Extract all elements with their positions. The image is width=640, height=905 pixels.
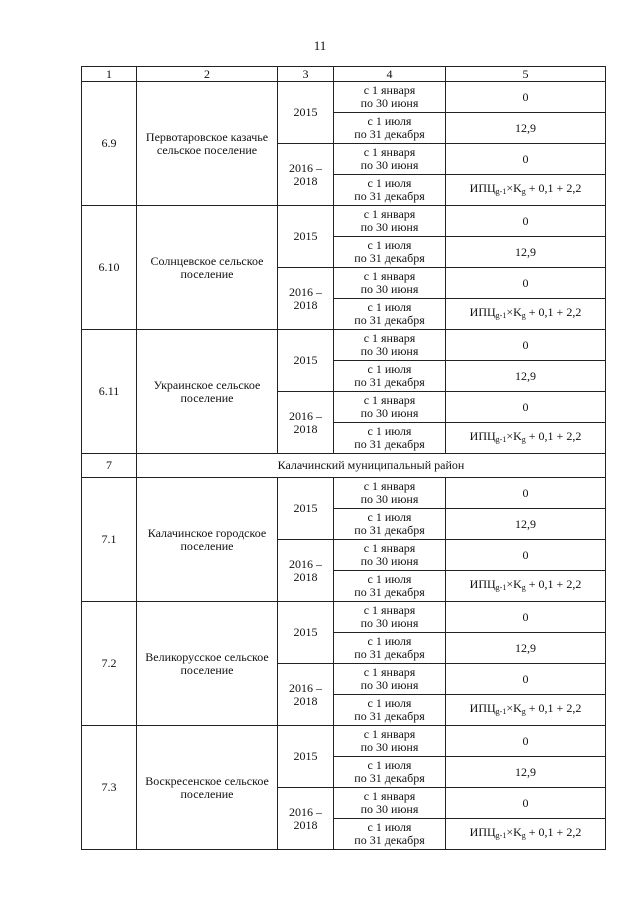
period-line: по 30 июня: [360, 554, 419, 568]
period-line: по 31 декабря: [354, 189, 425, 203]
formula-subscript: g: [521, 707, 526, 716]
formula-subscript: g: [521, 831, 526, 840]
formula-tail: + 0,1 + 2,2: [525, 825, 582, 839]
formula-subscript: g-1: [495, 583, 507, 592]
formula-cell: [446, 423, 606, 454]
value-cell: 12,9: [446, 361, 606, 392]
table-row: [82, 478, 606, 509]
formula-prefix: ИПЦ: [469, 181, 496, 195]
year-cell: [278, 726, 334, 788]
formula-subscript: g: [521, 583, 526, 592]
year-label: 2015: [293, 749, 318, 763]
period-line: с 1 июля: [367, 424, 412, 438]
formula-times: ×K: [506, 181, 522, 195]
value-cell: 0: [446, 788, 606, 819]
formula-cell: [446, 175, 606, 206]
value-cell: 12,9: [446, 509, 606, 540]
period-line: с 1 января: [363, 541, 416, 555]
period-line: по 31 декабря: [354, 585, 425, 599]
year-label: 2016 –: [289, 804, 322, 819]
period-line: с 1 июля: [367, 572, 412, 586]
year-label: 2018: [293, 421, 318, 436]
table-row: [82, 206, 606, 237]
period-line: с 1 января: [363, 479, 416, 493]
formula-prefix: ИПЦ: [469, 577, 496, 591]
period-cell: [334, 819, 446, 850]
table-row: [82, 330, 606, 361]
year-cell: [278, 330, 334, 392]
formula-tail: + 0,1 + 2,2: [525, 429, 582, 443]
period-line: по 31 декабря: [354, 523, 425, 537]
formula-times: ×K: [506, 305, 522, 319]
value-cell: 0: [446, 392, 606, 423]
table-row: [82, 82, 606, 113]
row-number: 6.9: [82, 82, 137, 206]
year-cell: [278, 206, 334, 268]
year-label: 2015: [293, 353, 318, 367]
section-title: Калачинский муниципальный район: [137, 454, 606, 478]
year-cell: [278, 82, 334, 144]
row-number: 7.3: [82, 726, 137, 850]
period-cell: [334, 509, 446, 540]
formula-prefix: ИПЦ: [469, 305, 496, 319]
year-label: 2015: [293, 625, 318, 639]
value-cell: 12,9: [446, 237, 606, 268]
period-line: по 31 декабря: [354, 251, 425, 265]
formula-tail: + 0,1 + 2,2: [525, 305, 582, 319]
year-cell: [278, 788, 334, 850]
period-cell: [334, 540, 446, 571]
year-cell: [278, 602, 334, 664]
period-line: по 31 декабря: [354, 437, 425, 451]
period-line: по 30 июня: [360, 220, 419, 234]
period-line: с 1 января: [363, 83, 416, 97]
header-cell: 4: [334, 67, 446, 82]
period-cell: [334, 268, 446, 299]
row-number: 7.2: [82, 602, 137, 726]
formula-cell: [446, 819, 606, 850]
period-line: по 31 декабря: [354, 375, 425, 389]
formula-subscript: g-1: [495, 187, 507, 196]
year-label: 2018: [293, 817, 318, 832]
period-line: по 30 июня: [360, 158, 419, 172]
period-line: по 30 июня: [360, 344, 419, 358]
year-label: 2015: [293, 105, 318, 119]
period-cell: [334, 571, 446, 602]
formula-times: ×K: [506, 577, 522, 591]
period-line: по 30 июня: [360, 492, 419, 506]
period-cell: [334, 175, 446, 206]
value-cell: 0: [446, 268, 606, 299]
formula-cell: [446, 299, 606, 330]
year-label: 2018: [293, 693, 318, 708]
formula-subscript: g-1: [495, 707, 507, 716]
period-cell: [334, 237, 446, 268]
period-cell: [334, 82, 446, 113]
settlement-name: Воскресенское сельское поселение: [137, 726, 278, 850]
period-cell: [334, 113, 446, 144]
period-cell: [334, 726, 446, 757]
period-cell: [334, 695, 446, 726]
period-line: по 31 декабря: [354, 127, 425, 141]
formula-tail: + 0,1 + 2,2: [525, 701, 582, 715]
year-cell: [278, 268, 334, 330]
settlement-name: Солнцевское сельское поселение: [137, 206, 278, 330]
period-line: с 1 января: [363, 393, 416, 407]
value-cell: 0: [446, 82, 606, 113]
period-line: по 30 июня: [360, 616, 419, 630]
period-line: по 31 декабря: [354, 709, 425, 723]
formula-prefix: ИПЦ: [469, 701, 496, 715]
year-label: 2016 –: [289, 556, 322, 571]
period-cell: [334, 633, 446, 664]
period-cell: [334, 757, 446, 788]
period-cell: [334, 330, 446, 361]
settlement-name: Украинское сельское поселение: [137, 330, 278, 454]
period-line: по 31 декабря: [354, 647, 425, 661]
period-line: с 1 января: [363, 269, 416, 283]
period-line: с 1 июля: [367, 510, 412, 524]
formula-times: ×K: [506, 825, 522, 839]
formula-tail: + 0,1 + 2,2: [525, 577, 582, 591]
formula-prefix: ИПЦ: [469, 825, 496, 839]
year-cell: [278, 144, 334, 206]
period-line: с 1 января: [363, 207, 416, 221]
settlement-name: Первотаровское казачье сельское поселение: [137, 82, 278, 206]
period-line: по 30 июня: [360, 740, 419, 754]
value-cell: 0: [446, 478, 606, 509]
header-cell: 2: [137, 67, 278, 82]
header-cell: 3: [278, 67, 334, 82]
formula-subscript: g-1: [495, 311, 507, 320]
value-cell: 12,9: [446, 113, 606, 144]
period-line: с 1 июля: [367, 634, 412, 648]
period-line: по 30 июня: [360, 678, 419, 692]
value-cell: 0: [446, 144, 606, 175]
period-line: с 1 января: [363, 789, 416, 803]
period-cell: [334, 423, 446, 454]
year-label: 2018: [293, 569, 318, 584]
formula-cell: [446, 571, 606, 602]
year-cell: [278, 478, 334, 540]
year-cell: [278, 540, 334, 602]
period-line: с 1 января: [363, 603, 416, 617]
tariff-table: [81, 66, 606, 850]
header-row: [82, 67, 606, 82]
period-line: по 30 июня: [360, 96, 419, 110]
period-line: с 1 июля: [367, 114, 412, 128]
table-row: [82, 726, 606, 757]
formula-subscript: g: [521, 435, 526, 444]
formula-times: ×K: [506, 429, 522, 443]
year-cell: [278, 392, 334, 454]
period-line: по 31 декабря: [354, 771, 425, 785]
year-label: 2016 –: [289, 160, 322, 175]
formula-prefix: ИПЦ: [469, 429, 496, 443]
period-line: по 31 декабря: [354, 833, 425, 847]
formula-tail: + 0,1 + 2,2: [525, 181, 582, 195]
period-line: с 1 января: [363, 331, 416, 345]
period-line: с 1 июля: [367, 758, 412, 772]
value-cell: 0: [446, 664, 606, 695]
period-line: с 1 июля: [367, 696, 412, 710]
formula-subscript: g: [521, 187, 526, 196]
year-label: 2015: [293, 229, 318, 243]
period-line: с 1 июля: [367, 238, 412, 252]
period-cell: [334, 602, 446, 633]
period-line: с 1 июля: [367, 176, 412, 190]
period-line: с 1 июля: [367, 820, 412, 834]
period-line: по 30 июня: [360, 406, 419, 420]
formula-subscript: g-1: [495, 831, 507, 840]
period-cell: [334, 144, 446, 175]
header-cell: 5: [446, 67, 606, 82]
period-cell: [334, 392, 446, 423]
period-cell: [334, 299, 446, 330]
value-cell: 0: [446, 726, 606, 757]
period-line: с 1 июля: [367, 300, 412, 314]
value-cell: 0: [446, 540, 606, 571]
formula-subscript: g-1: [495, 435, 507, 444]
formula-subscript: g: [521, 311, 526, 320]
row-number: 7.1: [82, 478, 137, 602]
period-cell: [334, 788, 446, 819]
row-number: 6.10: [82, 206, 137, 330]
formula-cell: [446, 695, 606, 726]
year-cell: [278, 664, 334, 726]
period-line: с 1 июля: [367, 362, 412, 376]
year-label: 2015: [293, 501, 318, 515]
settlement-name: Великорусское сельское поселение: [137, 602, 278, 726]
section-number: 7: [82, 454, 137, 478]
period-cell: [334, 478, 446, 509]
period-line: по 31 декабря: [354, 313, 425, 327]
year-label: 2018: [293, 173, 318, 188]
table-row: [82, 602, 606, 633]
period-cell: [334, 206, 446, 237]
value-cell: 0: [446, 602, 606, 633]
settlement-name: Калачинское городское поселение: [137, 478, 278, 602]
header-cell: 1: [82, 67, 137, 82]
year-label: 2018: [293, 297, 318, 312]
formula-times: ×K: [506, 701, 522, 715]
year-label: 2016 –: [289, 284, 322, 299]
value-cell: 0: [446, 330, 606, 361]
period-line: по 30 июня: [360, 282, 419, 296]
value-cell: 12,9: [446, 757, 606, 788]
period-cell: [334, 361, 446, 392]
period-line: с 1 января: [363, 665, 416, 679]
period-line: с 1 января: [363, 145, 416, 159]
value-cell: 0: [446, 206, 606, 237]
year-label: 2016 –: [289, 680, 322, 695]
period-line: с 1 января: [363, 727, 416, 741]
year-label: 2016 –: [289, 408, 322, 423]
row-number: 6.11: [82, 330, 137, 454]
value-cell: 12,9: [446, 633, 606, 664]
page-number: 11: [313, 38, 327, 53]
period-cell: [334, 664, 446, 695]
section-row: [82, 454, 606, 478]
period-line: по 30 июня: [360, 802, 419, 816]
